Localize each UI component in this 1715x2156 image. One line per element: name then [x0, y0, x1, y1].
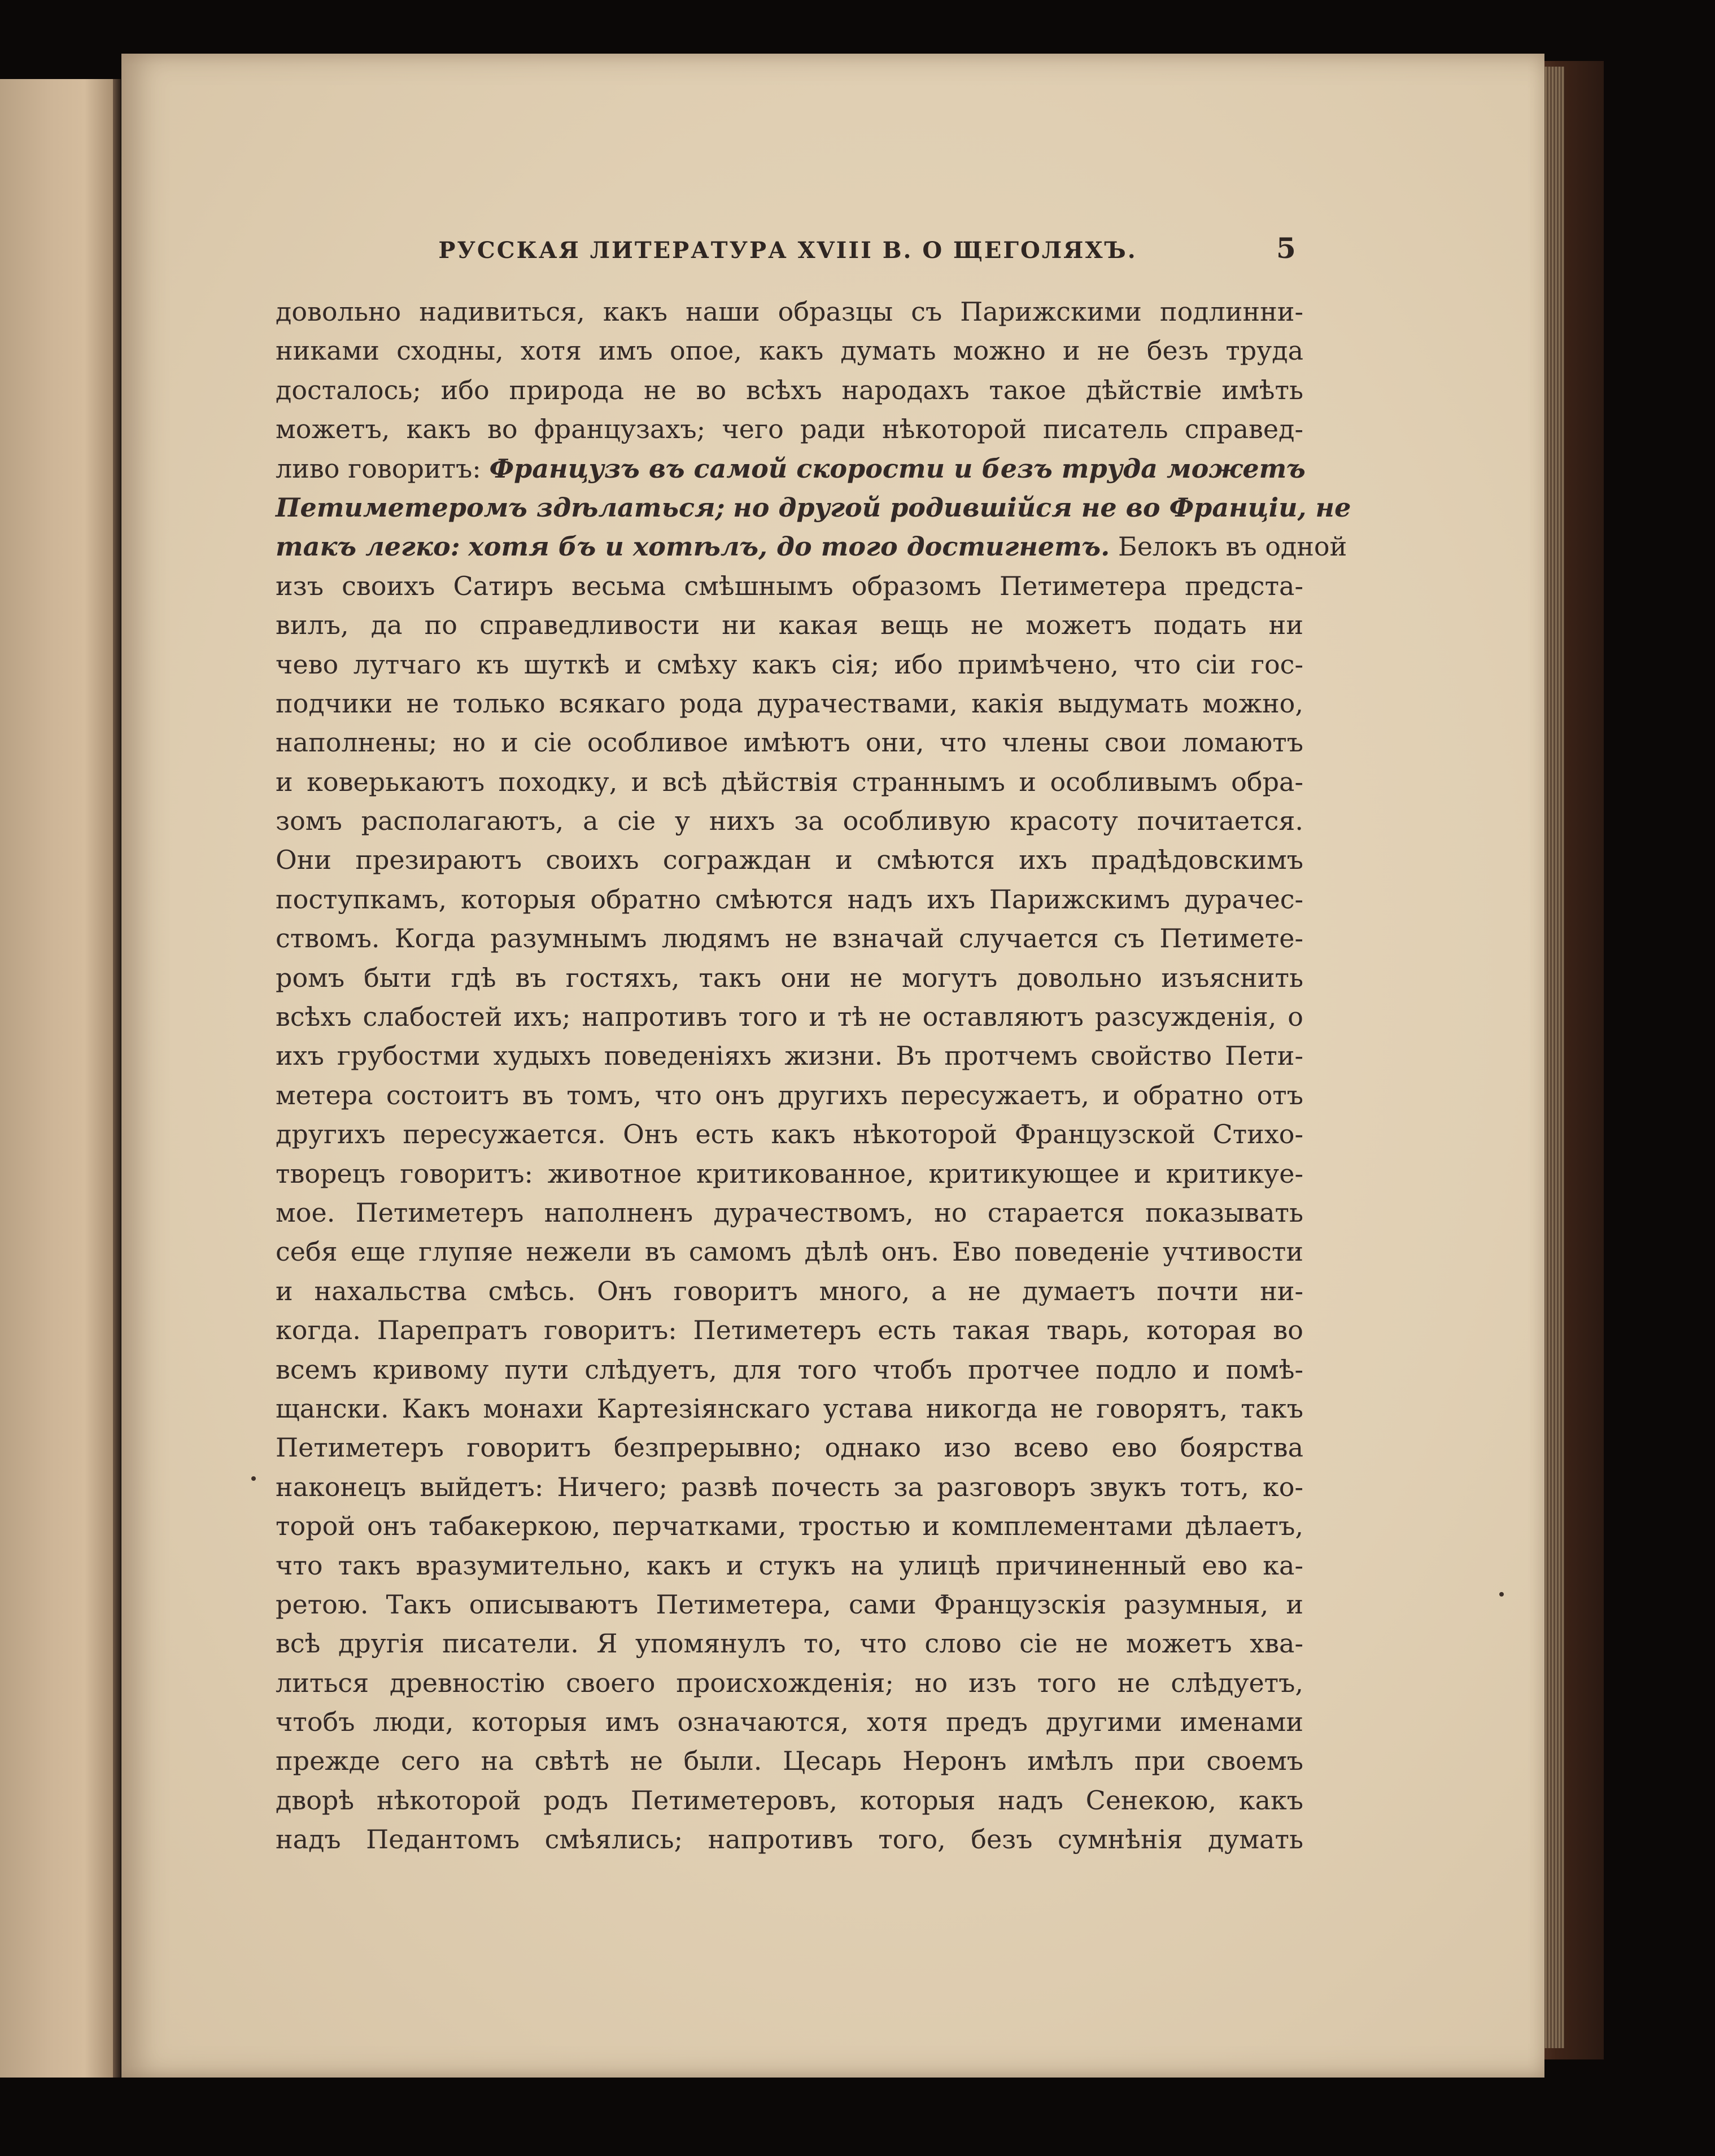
text-line: всемъ кривому пути слѣдуетъ, для того чтобъ протчее подло и помѣ- — [276, 1354, 1303, 1385]
text-line: довольно надивиться, какъ наши образцы съ Парижскими подлинни- — [276, 296, 1303, 327]
running-head: РУССКАЯ ЛИТЕРАТУРА XVIII В. О ЩЕГОЛЯХЪ. — [438, 237, 1137, 264]
text-line: Они презираютъ своихъ сограждан и смѣются ихъ прадѣдовскимъ — [276, 845, 1303, 876]
text-line: изъ своихъ Сатиръ весьма смѣшнымъ образомъ Петиметера предста- — [276, 570, 1303, 601]
previous-page-edge — [0, 79, 115, 2078]
text-line: себя еще глупяе нежели въ самомъ дѣлѣ онъ. Ево поведеніе учтивости — [276, 1236, 1303, 1267]
text-line: вилъ, да по справедливости ни какая вещь не можетъ подать ни — [276, 610, 1303, 641]
text-line: Петиметеръ говоритъ безпрерывно; однако изо всево ево боярства — [276, 1432, 1303, 1463]
text-line: мое. Петиметеръ наполненъ дурачествомъ, но старается показывать — [276, 1197, 1303, 1228]
text-line: метера состоитъ въ томъ, что онъ другихъ пересужаетъ, и обратно отъ — [276, 1079, 1303, 1110]
text-line: торой онъ табакеркою, перчатками, тростью и комплементами дѣлаетъ, — [276, 1511, 1303, 1542]
italic-quote: такъ легко: — [276, 531, 460, 562]
paper-speck — [251, 1476, 256, 1481]
text-line: дворѣ нѣкоторой родъ Петиметеровъ, которыя надъ Сенекою, какъ — [276, 1785, 1303, 1816]
text-run: Белокъ въ одной — [1118, 531, 1347, 562]
text-line: ихъ грубостми худыхъ поведеніяхъ жизни. Въ протчемъ свойство Пети- — [276, 1040, 1303, 1072]
italic-quote: но другой родившійся не во Франціи, не — [733, 492, 1351, 523]
text-line — [276, 488, 1351, 527]
text-line: что такъ вразумительно, какъ и стукъ на улицѣ причиненный ево ка- — [276, 1550, 1303, 1581]
text-line: надъ Педантомъ смѣялись; напротивъ того, безъ сумнѣнія думать — [276, 1824, 1303, 1855]
page-block-edges — [1542, 67, 1564, 2048]
text-line: наконецъ выйдетъ: Ничего; развѣ почесть за разговоръ звукъ тотъ, ко- — [276, 1471, 1303, 1502]
page-number: 5 — [1276, 231, 1296, 265]
text-line — [276, 527, 1347, 566]
text-line: досталось; ибо природа не во всѣхъ народахъ такое дѣйствіе имѣть — [276, 374, 1303, 405]
text-line: ретою. Такъ описываютъ Петиметера, сами Французскія разумныя, и — [276, 1589, 1303, 1620]
text-line: всѣ другія писатели. Я упомянулъ то, что слово сіе не можетъ хва- — [276, 1628, 1303, 1659]
text-line: поступкамъ, которыя обратно смѣются надъ ихъ Парижскимъ дурачес- — [276, 884, 1303, 915]
text-line: другихъ пересужается. Онъ есть какъ нѣкоторой Французской Стихо- — [276, 1119, 1303, 1150]
italic-quote: Французъ въ самой скорости и безъ труда можетъ — [489, 453, 1306, 484]
text-line — [276, 449, 1306, 488]
text-line: когда. Парепратъ говоритъ: Петиметеръ есть такая тварь, которая во — [276, 1315, 1303, 1346]
italic-quote: Петиметеромъ здѣлаться; — [276, 492, 725, 523]
body-text — [276, 292, 1351, 1860]
text-line: прежде сего на свѣтѣ не были. Цесарь Неронъ имѣлъ при своемъ — [276, 1746, 1303, 1777]
italic-quote: хотя бъ и хотѣлъ, до того достигнетъ. — [468, 531, 1110, 562]
text-line: и коверькаютъ походку, и всѣ дѣйствія страннымъ и особливымъ обра- — [276, 766, 1303, 797]
text-line: зомъ располагаютъ, а сіе у нихъ за особливую красоту почитается. — [276, 806, 1303, 837]
text-line: всѣхъ слабостей ихъ; напротивъ того и тѣ не оставляютъ разсужденія, о — [276, 1002, 1303, 1033]
text-line: творецъ говоритъ: животное критикованное, критикующее и критикуе- — [276, 1158, 1303, 1189]
text-line: ствомъ. Когда разумнымъ людямъ не взначай случается съ Петиметe- — [276, 923, 1303, 954]
text-line: и нахальства смѣсь. Онъ говоритъ много, а не думаетъ почти ни- — [276, 1275, 1303, 1306]
text-line: наполнены; но и сіе особливое имѣютъ они, что члены свои ломаютъ — [276, 727, 1303, 758]
text-line: щански. Какъ монахи Картезіянскаго устава никогда не говорятъ, такъ — [276, 1393, 1303, 1424]
text-line: можетъ, какъ во французахъ; чего ради нѣкоторой писатель справед- — [276, 414, 1303, 445]
text-line: литься древностію своего происхожденія; но изъ того не слѣдуетъ, — [276, 1667, 1303, 1698]
text-run: ливо говоритъ: — [276, 453, 481, 484]
text-line: ромъ быти гдѣ въ гостяхъ, такъ они не могутъ довольно изъяснить — [276, 962, 1303, 993]
paper-speck — [1499, 1592, 1504, 1597]
text-line: чтобъ люди, которыя имъ означаются, хотя предъ другими именами — [276, 1707, 1303, 1738]
text-line: чево лутчаго къ шуткѣ и смѣху какъ сія; ибо примѣчено, что сіи гос- — [276, 649, 1303, 680]
text-line: никами сходны, хотя имъ опое, какъ думать можно и не безъ труда — [276, 335, 1303, 366]
text-line: подчики не только всякаго рода дурачествами, какія выдумать можно, — [276, 688, 1303, 719]
